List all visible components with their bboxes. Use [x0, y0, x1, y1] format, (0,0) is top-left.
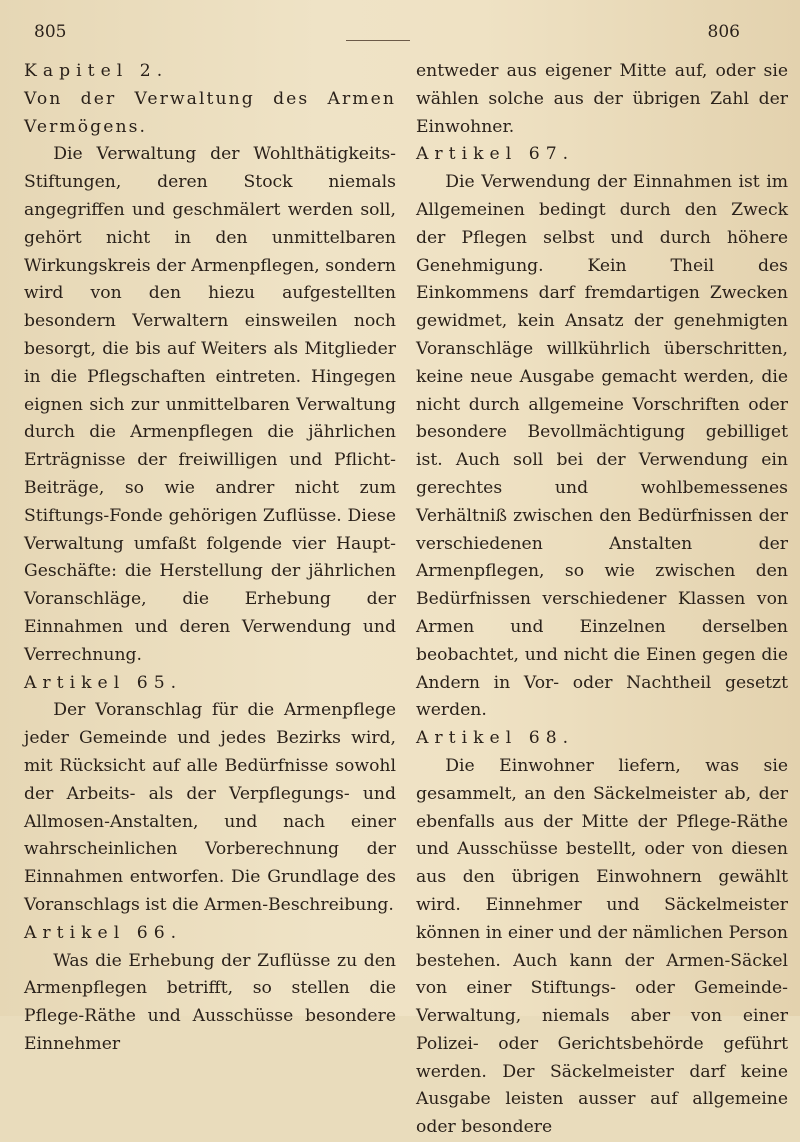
article-66-heading: Artikel 66. [24, 922, 183, 943]
article-68-text: Die Einwohner liefern, was sie gesammelt, an den Säckelmeister ab, der ebenfalls aus der Mitte der Pflege-Räthe und Ausschüsse bestellt, oder von diesen aus den übrigen Einwohnern gewählt wird. Einnehmer und Säckelmeister können in einer und der nämlichen Person bestehen. Auch kann der Armen-Säckel von einer Stiftungs- oder Gemeinde-Verwaltung, niemals aber von einer Polizei- oder Gerichtsbehörde geführt werden. Der Säckelmeister darf keine Ausgabe leisten ausser auf allgemeine oder besondere [416, 755, 788, 1138]
page-number-right: 806 [707, 22, 740, 42]
continuation-text: entweder aus eigener Mitte auf, oder sie wählen solche aus der übrigen Zahl der Einwohner. [416, 61, 788, 137]
article-65-heading: Artikel 65. [24, 672, 183, 693]
intro-paragraph: Die Verwaltung der Wohlthätigkeits-Stiftungen, deren Stock niemals angegriffen und geschmälert werden soll, gehört nicht in den unmittelbaren Wirkungskreis der Armenpflegen, sondern wird von den hiezu aufgestellten besondern Verwaltern einsweilen noch besorgt, die bis auf Weiters als Mitglieder in die Pflegschaften eintreten. Hingegen eignen sich zur unmittelbaren Verwaltung durch die Armenpflegen die jährlichen Erträgnisse der freiwilligen und Pflicht-Beiträge, so wie andrer nicht zum Stiftungs-Fonde gehörigen Zuflüsse. Diese Verwaltung umfaßt folgende vier Haupt-Geschäfte: die Herstellung der jährlichen Voranschläge, die Erhebung der Einnahmen und deren Verwendung und Verrechnung. [24, 144, 396, 665]
article-67-text: Die Verwendung der Einnahmen ist im Allgemeinen bedingt durch den Zweck der Pflegen selbst und durch höhere Genehmigung. Kein Theil des Einkommens darf fremdartigen Zwecken gewidmet, kein Ansatz der genehmigten Voranschläge willkührlich überschritten, keine neue Ausgabe gemacht werden, die nicht durch allgemeine Vorschriften oder besondere Bevollmächtigung gebilliget ist. Auch soll bei der Verwendung ein gerechtes und wohlbemessenes Verhältniß zwischen den Bedürfnissen der verschiedenen Anstalten der Armenpflegen, so wie zwischen den Bedürfnissen verschiedener Klassen von Armen und Einzelnen derselben beobachtet, und nicht die Einen gegen die Andern in Vor- oder Nachtheil gesetzt werden. [416, 172, 788, 721]
article-66-text: Was die Erhebung der Zuflüsse zu den Armenpflegen betrifft, so stellen die Pflege-Räthe und Ausschüsse besondere Einnehmer [24, 950, 396, 1054]
chapter-heading: Kapitel 2. [24, 61, 169, 81]
right-column [416, 58, 788, 1142]
left-column [24, 58, 396, 1059]
article-68-heading: Artikel 68. [416, 728, 575, 749]
header-rule [346, 40, 410, 41]
chapter-subtitle: Von der Verwaltung des Armen Vermögens. [24, 88, 396, 137]
page-number-left: 805 [34, 22, 67, 42]
article-67-heading: Artikel 67. [416, 144, 575, 165]
article-65-text: Der Voranschlag für die Armenpflege jeder Gemeinde und jedes Bezirks wird, mit Rücksicht auf alle Bedürfnisse sowohl der Arbeits- als der Verpflegungs- und Allmosen-Anstalten, und nach einer wahrscheinlichen Vorberechnung der Einnahmen entworfen. Die Grundlage des Voranschlags ist die Armen-Beschreibung. [24, 700, 396, 915]
